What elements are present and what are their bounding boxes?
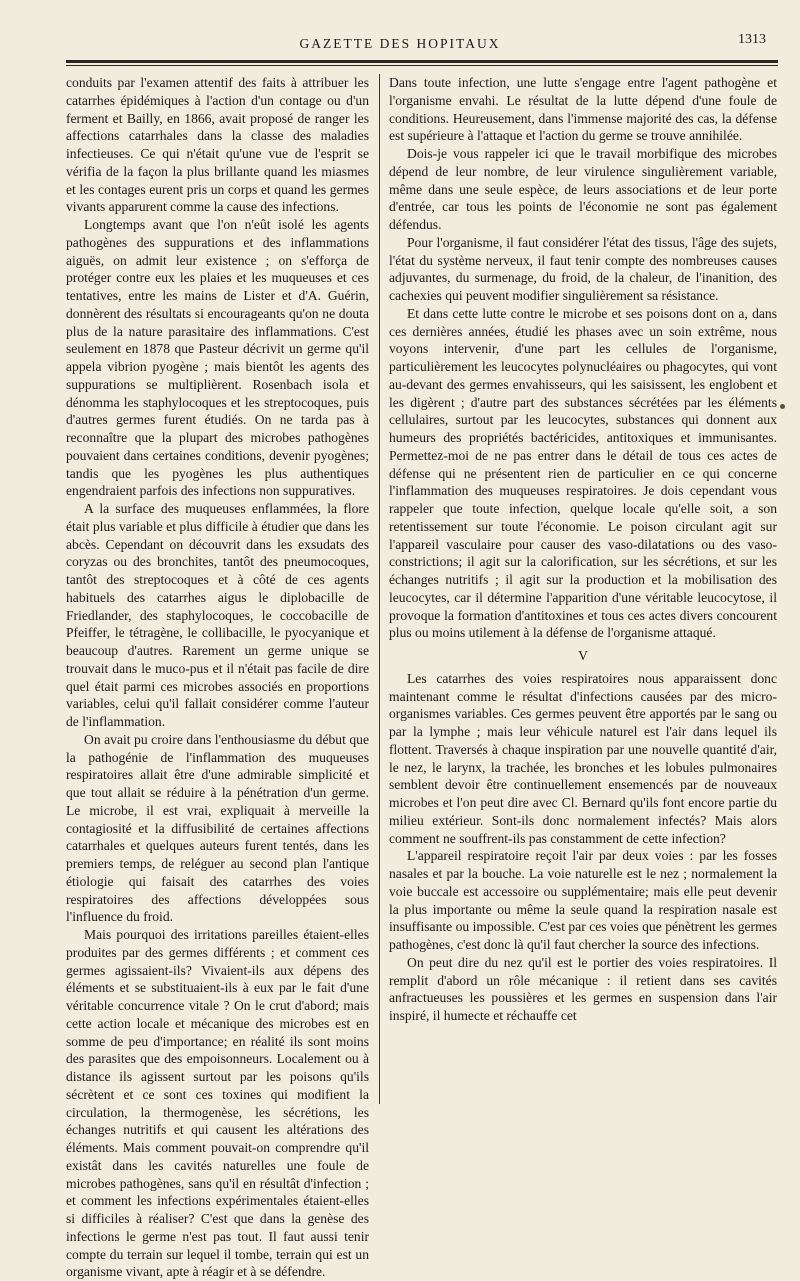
right-paragraph-2: Dois-je vous rappeler ici que le travail morbifique des microbes dépend de leur nombre, de leur virulence singulièrement variable, même dans une seule espèce, de leurs associations et de leur porte d'entrée, car tous les points de l'économie ne sont pas également défendus. bbox=[389, 146, 777, 232]
left-paragraph-4: On avait pu croire dans l'enthousiasme du début que la pathogénie de l'inflammation des muqueuses respiratoires allait être d'une admirable simplicité et que tout allait se réduire à la pénétration d'un germe. Le microbe, il est vrai, expliquait à merveille la contagiosité et la diffusibilité de certaines affections catarrhales et quelques auteurs furent tentés, dans les premiers temps, de reléguer au second plan l'antique étiologie qui faisait des catarrhes des voies respiratoires des affections développées sous l'influence du froid. bbox=[66, 731, 369, 925]
margin-ink-dot bbox=[780, 404, 785, 409]
column-divider bbox=[379, 74, 380, 1104]
left-column bbox=[66, 74, 369, 1281]
header-rule-thin bbox=[66, 65, 778, 66]
right-paragraph-3: Pour l'organisme, il faut considérer l'état des tissus, l'âge des sujets, l'état du système nerveux, il faut tenir compte des nombreuses causes adjuvantes, du surmenage, du froid, de la chaleur, de l'inanition, des cachexies qui peuvent modifier singulièrement sa résistance. bbox=[389, 234, 777, 303]
right-paragraph-4: Et dans cette lutte contre le microbe et ses poisons dont on a, dans ces dernières années, étudié les phases avec un soin extrême, nous voyons intervenir, d'une part les cellules de l'organisme, particulièrement les leucocytes polynucléaires ou phagocytes, qui vont au-devant des germes envahisseurs, qui les saisissent, les englobent et les digèrent ; d'autre part des substances sécrétées par les éléments cellulaires, surtout par les leucocytes, substances qui donnent aux humeurs des propriétés bactéricides, antitoxiques et immunisantes. Permettez-moi de ne pas entrer dans le détail de tous ces actes de défense qui ne présentent rien de particulier en ce qui concerne l'inflammation des muqueuses respiratoires. Je dois cependant vous rappeler que toute infection, quelque locale qu'elle soit, a son retentissement sur toute l'économie. Le poison circulant agit sur l'appareil vasculaire pour causer des vaso-dilatations ou des vaso-constrictions; il agit sur la calorification, sur les sécrétions, et sur les échanges nutritifs ; il agit sur la production et la mobilisation des leucocytes, car il détermine l'apparition d'une véritable leucocytose, il provoque la formation d'antitoxines et tous ces actes divers concourent plus ou moins utilement à la défense de l'organisme attaqué. bbox=[389, 305, 777, 641]
page-header bbox=[20, 34, 780, 58]
right-paragraph-6: L'appareil respiratoire reçoit l'air par deux voies : par les fosses nasales et par la bouche. La voie naturelle est le nez ; normalement la voie buccale est accessoire ou supplémentaire; mais elle peut devenir la plus importante ou même la seule quand la respiration nasale est insuffisante ou impossible. C'est par ces voies que pénètrent les germes pathogènes, c'est donc là qu'il faut chercher la source des infections. bbox=[389, 848, 777, 952]
left-paragraph-2: Longtemps avant que l'on n'eût isolé les agents pathogènes des suppurations et des inflammations aiguës, on admit leur existence ; on s'efforça de protéger contre eux les plaies et les muqueuses et ces tentatives, entre les mains de Lister et d'A. Guérin, donnèrent des résultats si encourageants qu'on ne douta plus de la nature parasitaire des inflammations. C'est seulement en 1878 que Pasteur décrivit un germe qu'il appela vibrion pyogène ; mais bientôt les agents des suppurations se multiplièrent. Rosenbach isola et dénomma les staphylocoques et les streptocoques, puis d'autres germes furent étudiés. On ne tarda pas à reconnaître que la plupart des microbes pathogènes pouvaient dans certaines conditions, devenir pyogènes; tandis que les pyogènes les plus authentiques engendraient parfois des infections non suppuratives. bbox=[66, 217, 369, 499]
right-paragraph-7: On peut dire du nez qu'il est le portier des voies respiratoires. Il remplit d'abord un rôle mécanique : il retient dans ses cavités anfractueuses les poussières et les germes en suspension dans l'air inspiré, il humecte et réchauffe cet bbox=[389, 954, 777, 1023]
right-paragraph-5: Les catarrhes des voies respiratoires nous apparaissent donc maintenant comme le résultat d'infections causées par des micro-organismes variables. Ces germes peuvent être apportés par le sang ou par la lymphe ; mais leur véhicule naturel est l'air dans lequel ils flottent. Traversés à chaque inspiration par une nouvelle quantité d'air, le nez, le larynx, la trachée, les bronches et les lobules pulmonaires semblent devoir être continuellement ensemencés par de nouveaux microbes et l'on peut dire avec Cl. Bernard qu'ils font encore partie du milieu extérieur. Sont-ils donc normalement infectés? Mais alors comment ne souffrent-ils pas constamment de cette infection? bbox=[389, 670, 777, 846]
left-paragraph-3: A la surface des muqueuses enflammées, la flore était plus variable et plus difficile à étudier que dans les abcès. Cependant on découvrit dans les exsudats des coryzas ou des bronchites, tantôt des pneumocoques, tantôt des streptocoques et à côté de ces agents habituels des catarrhes aigus le diplobacille de Friedlander, des staphylocoques, le coccobacille de Pfeiffer, le tétragène, le collibacille, le pyocyanique et beaucoup d'autres. Rarement un germe unique se trouvait dans le muco-pus et il n'était pas facile de dire quel était parmi ces microbes associés en proportions variables, celui qu'il fallait considérer comme l'auteur de l'inflammation. bbox=[66, 501, 369, 729]
header-rule-thick bbox=[66, 60, 778, 63]
right-paragraph-1: Dans toute infection, une lutte s'engage entre l'agent pathogène et l'organisme envahi. Le résultat de la lutte dépend d'une foule de conditions. Heureusement, dans l'immense majorité des cas, la défense est supérieure à l'attaque et l'action du germe se trouve annihilée. bbox=[389, 75, 777, 144]
section-heading: V bbox=[578, 648, 588, 663]
left-paragraph-5: Mais pourquoi des irritations pareilles étaient-elles produites par des germes différents ; et comment ces germes agissaient-ils? Vivaient-ils aux dépens des éléments et se substituaient-ils à eux par le fait d'une véritable concurrence vitale ? On le crut d'abord; mais cette action locale et mécanique des microbes est en somme de peu d'importance; en réalité ils sont moins des parasites que des empoisonneurs. Localement ou à distance ils agissent surtout par les poisons qu'ils sécrètent et ce sont ces toxines qui modifient la circulation, la thermogenèse, les sécrétions, les échanges nutritifs et qui causent les altérations des éléments. Mais comment pouvait-on comprendre qu'il existât dans les cavités naturelles une foule de microbes pathogènes, sans qu'il en résultât d'infection ; et comment les infections expérimentales étaient-elles si difficiles à réaliser? C'est que dans la genèse des infections le germe n'est pas tout. Il faut aussi tenir compte du terrain sur lequel il tombe, terrain qui est un organisme vivant, apte à réagir et à se défendre. bbox=[66, 927, 369, 1280]
page-number: 1313 bbox=[738, 32, 766, 47]
right-column bbox=[389, 74, 777, 1025]
left-paragraph-1: conduits par l'examen attentif des faits à attribuer les catarrhes épidémiques à l'action d'un contage ou d'un ferment et Bailly, en 1866, avait proposé de ranger les affections catarrhales dans la classe des maladies infectieuses. Ce qui n'était qu'une vue de l'esprit se vérifia de la façon la plus brillante quand les miasmes et les contages eurent pris un corps et quand les germes vivants apparurent comme la cause des infections. bbox=[66, 75, 369, 215]
running-title: GAZETTE DES HOPITAUX bbox=[299, 36, 501, 51]
